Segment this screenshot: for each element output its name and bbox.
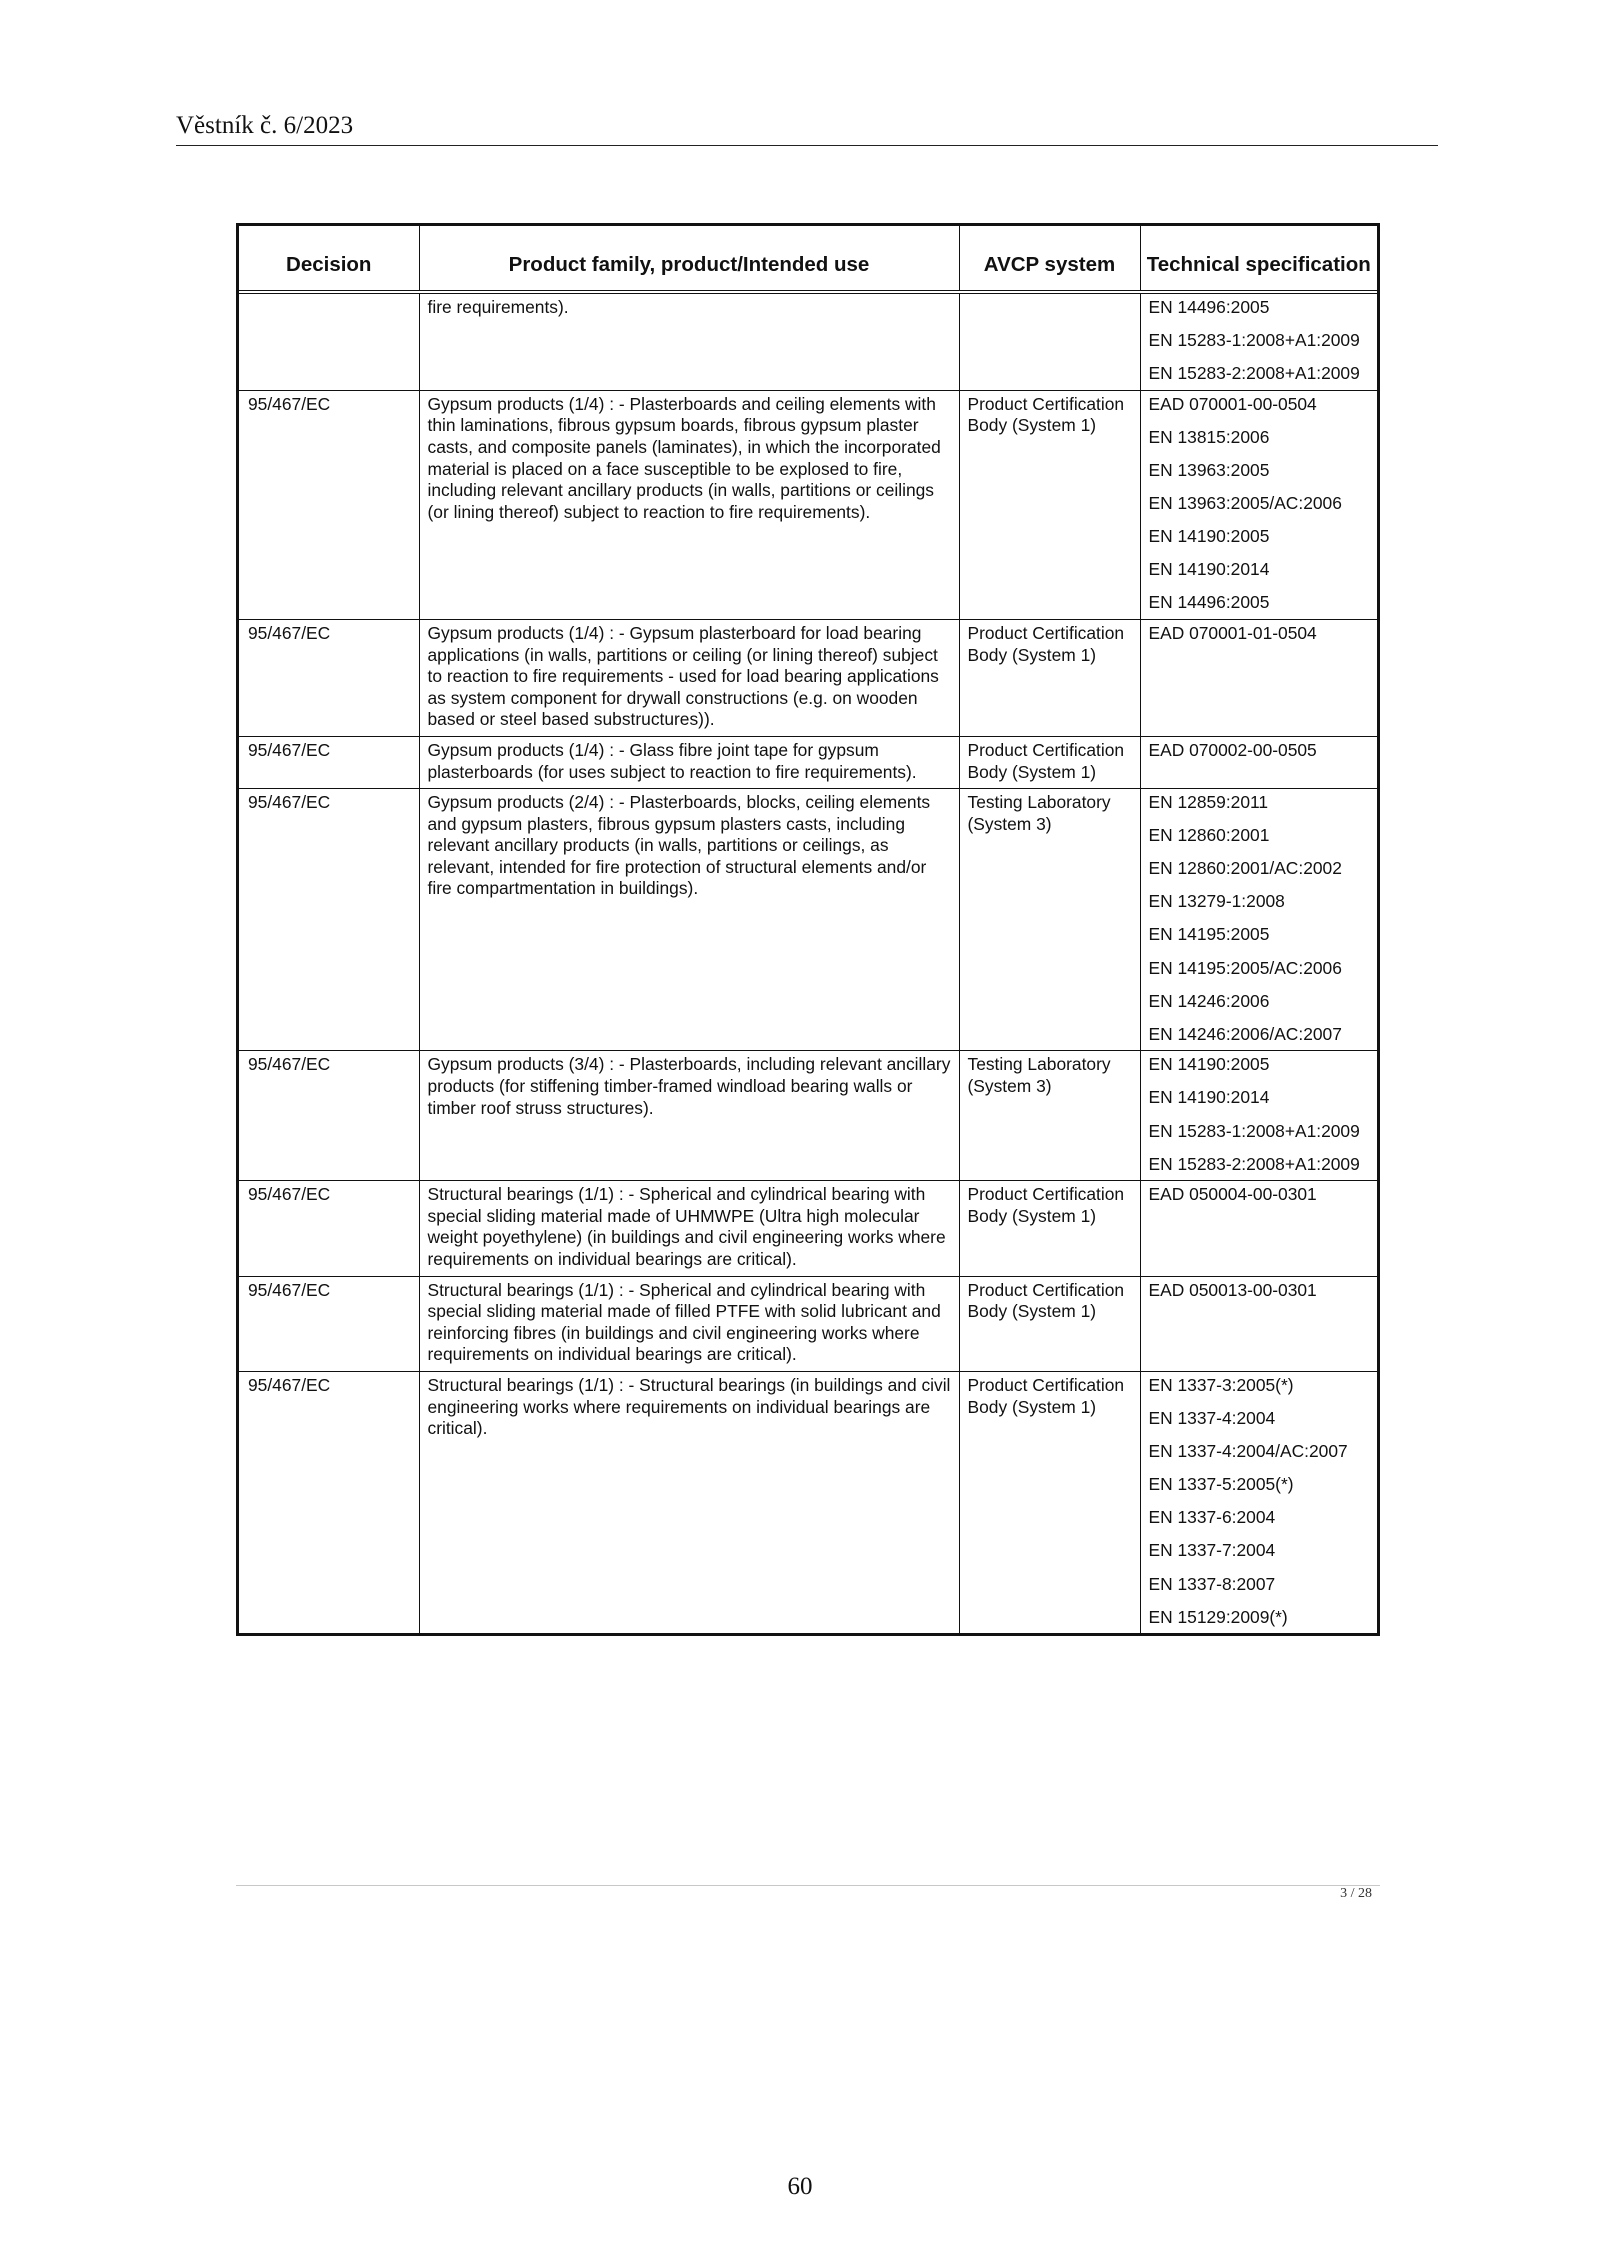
specification-item: EN 15283-2:2008+A1:2009	[1148, 363, 1360, 384]
specification-cell	[1140, 789, 1377, 1051]
table-row	[239, 619, 1377, 736]
specification-item: EN 15129:2009(*)	[1148, 1606, 1288, 1627]
column-header-specification: Technical specification	[1140, 226, 1377, 292]
avcp-cell: Testing Laboratory (System 3)	[959, 789, 1140, 1051]
specification-cell	[1140, 390, 1377, 619]
product-cell: Structural bearings (1/1) : - Spherical and cylindrical bearing with special sliding material made of filled PTFE with solid lubricant and reinforcing fibres (in buildings and civil engineering works where requirements on individual bearings are critical).	[419, 1276, 959, 1371]
specification-item: EN 15283-1:2008+A1:2009	[1148, 330, 1360, 351]
avcp-cell: Testing Laboratory (System 3)	[959, 1051, 1140, 1181]
avcp-cell: Product Certification Body (System 1)	[959, 736, 1140, 788]
table-header-row	[239, 226, 1377, 292]
decision-cell: 95/467/EC	[239, 789, 419, 1051]
specification-item: EN 14195:2005	[1148, 924, 1270, 945]
table-row	[239, 390, 1377, 619]
column-header-decision: Decision	[239, 226, 419, 292]
product-cell: Gypsum products (1/4) : - Gypsum plasterboard for load bearing applications (in walls, partitions or ceiling (or lining thereof) subject to reaction to fire requirements - used for load bearing applications as system component for drywall constructions (e.g. on wooden based or steel based substructures)).	[419, 619, 959, 736]
decision-cell: 95/467/EC	[239, 619, 419, 736]
decision-cell: 95/467/EC	[239, 1051, 419, 1181]
specification-item: EN 1337-6:2004	[1148, 1507, 1276, 1528]
avcp-cell: Product Certification Body (System 1)	[959, 1276, 1140, 1371]
avcp-cell: Product Certification Body (System 1)	[959, 619, 1140, 736]
product-cell: Gypsum products (3/4) : - Plasterboards, including relevant ancillary products (for stiffening timber-framed windload bearing walls or timber roof struss structures).	[419, 1051, 959, 1181]
specification-item: EN 1337-3:2005(*)	[1148, 1374, 1294, 1395]
specification-item: EN 14190:2014	[1148, 1087, 1270, 1108]
decision-cell: 95/467/EC	[239, 1371, 419, 1633]
specification-item: EAD 070002-00-0505	[1148, 739, 1317, 760]
specification-item: EN 13963:2005/AC:2006	[1148, 493, 1342, 514]
product-cell: fire requirements).	[419, 292, 959, 390]
running-header: Věstník č. 6/2023	[176, 112, 354, 139]
specification-item: EN 14496:2005	[1148, 592, 1270, 613]
decision-cell: 95/467/EC	[239, 1276, 419, 1371]
specification-item: EN 1337-4:2004/AC:2007	[1148, 1441, 1348, 1462]
specification-cell	[1140, 736, 1377, 788]
table-row	[239, 1051, 1377, 1181]
specification-cell	[1140, 1181, 1377, 1276]
avcp-cell: Product Certification Body (System 1)	[959, 1181, 1140, 1276]
avcp-cell	[959, 292, 1140, 390]
table-row	[239, 789, 1377, 1051]
product-cell: Structural bearings (1/1) : - Structural bearings (in buildings and civil engineering works where requirements on individual bearings are critical).	[419, 1371, 959, 1633]
decision-cell	[239, 292, 419, 390]
specification-item: EAD 070001-01-0504	[1148, 622, 1317, 643]
decision-cell: 95/467/EC	[239, 390, 419, 619]
specification-item: EN 1337-5:2005(*)	[1148, 1474, 1294, 1495]
specification-item: EAD 070001-00-0504	[1148, 393, 1317, 414]
avcp-cell: Product Certification Body (System 1)	[959, 390, 1140, 619]
table-row	[239, 1181, 1377, 1276]
footer-rule	[236, 1885, 1380, 1886]
decision-cell: 95/467/EC	[239, 736, 419, 788]
specification-item: EN 15283-2:2008+A1:2009	[1148, 1153, 1360, 1174]
specification-cell	[1140, 1371, 1377, 1633]
specification-item: EN 1337-8:2007	[1148, 1573, 1276, 1594]
specification-item: EAD 050004-00-0301	[1148, 1184, 1317, 1205]
specification-item: EN 13279-1:2008	[1148, 891, 1285, 912]
product-cell: Gypsum products (1/4) : - Glass fibre joint tape for gypsum plasterboards (for uses subject to reaction to fire requirements).	[419, 736, 959, 788]
product-cell: Gypsum products (1/4) : - Plasterboards and ceiling elements with thin laminations, fibrous gypsum boards, fibrous gypsum plaster casts, and composite panels (laminates), in which the incorporated material is placed on a face susceptible to be explosed to fire, including relevant ancillary products (in walls, partitions or ceilings (or lining thereof) subject to reaction to fire requirements).	[419, 390, 959, 619]
specification-item: EN 12860:2001	[1148, 825, 1270, 846]
specification-item: EN 13815:2006	[1148, 426, 1270, 447]
specification-item: EN 1337-7:2004	[1148, 1540, 1276, 1561]
specification-item: EN 14246:2006	[1148, 990, 1270, 1011]
specification-cell	[1140, 619, 1377, 736]
column-header-product: Product family, product/Intended use	[419, 226, 959, 292]
specification-item: EAD 050013-00-0301	[1148, 1279, 1317, 1300]
specification-item: EN 1337-4:2004	[1148, 1408, 1276, 1429]
product-cell: Structural bearings (1/1) : - Spherical and cylindrical bearing with special sliding material made of UHMWPE (Ultra high molecular weight poyethylene) (in buildings and civil engineering works where requirements on individual bearings are critical).	[419, 1181, 959, 1276]
specification-item: EN 14190:2005	[1148, 526, 1270, 547]
specification-item: EN 15283-1:2008+A1:2009	[1148, 1120, 1360, 1141]
specification-item: EN 14496:2005	[1148, 297, 1270, 317]
specification-cell	[1140, 292, 1377, 390]
header-rule	[176, 145, 1438, 146]
specification-item: EN 12860:2001/AC:2002	[1148, 858, 1342, 879]
table-row	[239, 292, 1377, 390]
table-row	[239, 1371, 1377, 1633]
specification-item: EN 14195:2005/AC:2006	[1148, 957, 1342, 978]
specification-item: EN 14246:2006/AC:2007	[1148, 1023, 1342, 1044]
column-header-avcp: AVCP system	[959, 226, 1140, 292]
table-body	[239, 292, 1377, 1633]
table-row	[239, 736, 1377, 788]
decisions-table	[236, 223, 1380, 1636]
page-number: 60	[787, 2173, 813, 2200]
specification-item: EN 12859:2011	[1148, 792, 1269, 813]
specification-item: EN 13963:2005	[1148, 459, 1270, 480]
product-cell: Gypsum products (2/4) : - Plasterboards, blocks, ceiling elements and gypsum plasters, fibrous gypsum plasters casts, including relevant ancillary products (in walls, partitions or ceilings, as relevant, intended for fire protection of structural elements and/or fire compartmentation in buildings).	[419, 789, 959, 1051]
specification-item: EN 14190:2005	[1148, 1054, 1270, 1075]
specification-item: EN 14190:2014	[1148, 559, 1270, 580]
page-fraction: 3 / 28	[1340, 1886, 1372, 1901]
decision-cell: 95/467/EC	[239, 1181, 419, 1276]
specification-cell	[1140, 1051, 1377, 1181]
specification-cell	[1140, 1276, 1377, 1371]
avcp-cell: Product Certification Body (System 1)	[959, 1371, 1140, 1633]
table-row	[239, 1276, 1377, 1371]
